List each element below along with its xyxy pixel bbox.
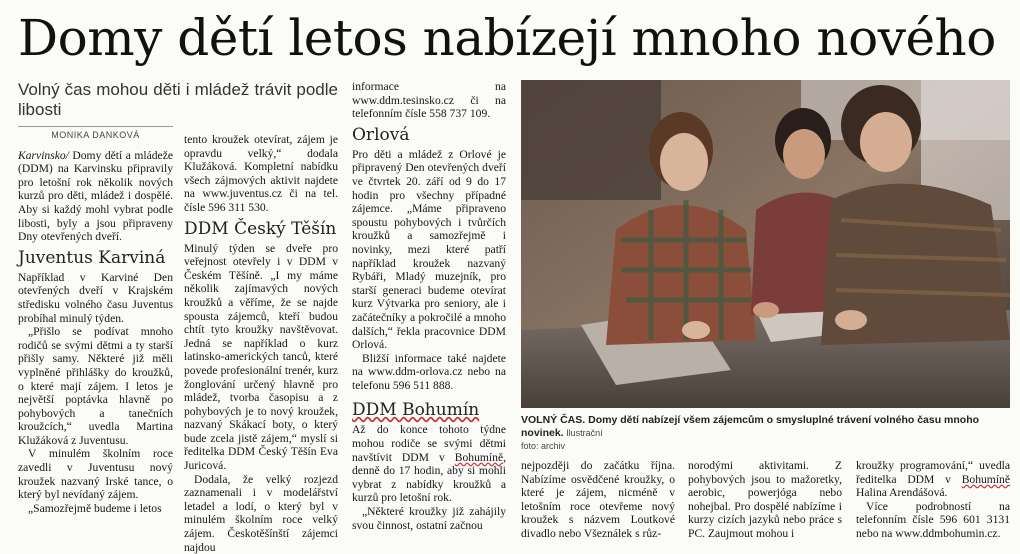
intro-place: Karvinsko/	[18, 148, 69, 162]
paragraph: „Samozřejmě budeme i letos	[28, 501, 162, 515]
section-heading-bohumin: DDM Bohumín	[352, 400, 480, 421]
paragraph	[856, 459, 1010, 500]
text-run-underlined: Bohumíně	[961, 472, 1010, 486]
article-photo	[521, 80, 1010, 408]
paragraph: tento kroužek otevírat, zájem je opravdu velký,“ dodala Klužáková. Kompletní nabídku všech zájmových aktivit najdete na www.juventus.cz či na tel. čísle 596 311 530.	[184, 133, 338, 214]
article-column-3	[352, 80, 506, 532]
section-heading-cesky-tesin: DDM Český Těšín	[184, 218, 337, 239]
subheadline: Volný čas mohou děti i mládež trávit podle libosti	[18, 80, 338, 119]
caption-lead: VOLNÝ ČAS.	[521, 414, 586, 426]
paragraph: „Přišlo se podívat mnoho rodičů se svými dětmi a ty starší přišly samy. Některé již měli vyplněné přihlášky do kroužků, o které mají zájem. I letos je největší poptávka hlavně po pohybových a tanečních kroužcích,“ uvedla Martina Klužáková z Juventusu.	[18, 325, 173, 447]
byline: MONIKA DANKOVÁ	[18, 126, 173, 143]
text-run: Až do konce tohoto týdne mohou rodiče se svými dětmi navštívit DDM v	[352, 423, 506, 464]
paragraph: norodými aktivitami. Z pohybových jsou to mažoretky, aerobic, powerjóga nebo nohejbal. Pro dospělé nabízíme i kurzy cizích jazyků nebo práce s PC. Zaujmout mohou i	[688, 459, 842, 540]
bottom-column-3	[856, 459, 1010, 541]
caption-credit: Ilustrační	[563, 428, 603, 438]
paragraph: nejpozději do začátku října. Nabízíme osvědčené kroužky, o které je zájem, nicméně v letošním roce otevřeme nový kroužek s názvem Loutkové divadlo nebo Všeználek s růz-	[521, 459, 675, 540]
section-heading-orlova: Orlová	[352, 124, 410, 145]
paragraph: informace na www.ddm.tesinsko.cz či na telefonním čísle 558 737 109.	[352, 80, 506, 121]
paragraph	[352, 423, 506, 505]
section-heading-juventus: Juventus Karviná	[18, 247, 166, 268]
text-run: Halina Arendášová.	[856, 486, 948, 500]
text-run: kroužky programování,“ uvedla ředitelka DDM v	[856, 459, 1010, 486]
paragraph: Dodala, že velký rozjezd zaznamenali i v modelářství letadel a lodí, o který byl v minulém školním roce velký zájem. Českotěšínští zájemci najdou	[184, 472, 338, 554]
paragraph: Pro děti a mládež z Orlové je připravený Den otevřených dveří ve čtvrtek 20. září od 9 do 17 hodin pro všechny případné zájemce. „Máme připraveno spoustu pohybových i tvůrčích kroužků a samozřejmě i novinky, mezi které patří například kroužek nazvaný Rybáři, Mladý muzejník, pro starší generaci budeme otevírat kurz Výtvarka pro seniory, ale i začátečníky a pokročilé a mnoho dalších,“ řekla pracovnice DDM Orlová.	[352, 147, 506, 352]
caption-text: Domy dětí nabízejí všem zájemcům o smysluplné trávení volného času mnoho novinek.	[521, 414, 980, 439]
bottom-column-1	[521, 459, 675, 541]
paragraph: „Některé kroužky již zahájily svou činnost, ostatní začnou	[352, 505, 506, 532]
bottom-column-2	[688, 459, 842, 541]
photo-illustration	[521, 80, 1010, 408]
paragraph: Bližší informace také najdete na www.ddm-orlova.cz nebo na telefonu 596 511 888.	[352, 351, 506, 392]
paragraph: V minulém školním roce zavedli v Juventusu nový kroužek nazvaný Irské tance, o který byl nevídaný zájem.	[18, 447, 173, 502]
article-column-2	[184, 133, 338, 554]
paragraph: Minulý týden se dveře pro veřejnost otevřely i v DDM v Českém Těšíně. „I my máme několik zajímavých nových kroužků a věříme, že se najde spousta zájemců, kteří budou chtít tyto kroužky navštěvovat. Jedná se například o kurz latinsko-amerických tanců, které povede profesionální trenér, kurz žonglování určený hlavně pro mládež, tvorba časopisu a z pohybových je to nový kroužek, nazvaný Skákací boty, o který bude zcela jistě zájem,“ myslí si ředitelka DDM Český Těšín Eva Juricová.	[184, 241, 338, 473]
paragraph: Například v Karviné Den otevřených dveří v Krajském středisku volného času Juventus probíhal minulý týden.	[18, 270, 173, 325]
caption-credit-line2: foto: archiv	[521, 441, 566, 451]
headline: Domy dětí letos nabízejí mnoho nového	[18, 9, 996, 67]
paragraph: Více podrobností na telefonním čísle 596 601 3131 nebo na www.ddmbohumin.cz.	[856, 499, 1010, 540]
photo-caption	[521, 414, 1010, 453]
intro-paragraph	[18, 149, 173, 244]
text-run: , denně do 17 hodin, aby si mohli vybrat z nabídky kroužků a kurzů pro letošní rok.	[352, 450, 506, 505]
intro-text: Domy dětí a mládeže (DDM) na Karvinsku připravily pro letošní rok několik nových kurzů pro děti, mládež i dospělé. Aby si každý mohl vybrat podle libosti, byly a jsou připraveny Dny otevřených dveří.	[18, 148, 173, 244]
text-run-underlined: Bohumíně	[454, 450, 504, 464]
